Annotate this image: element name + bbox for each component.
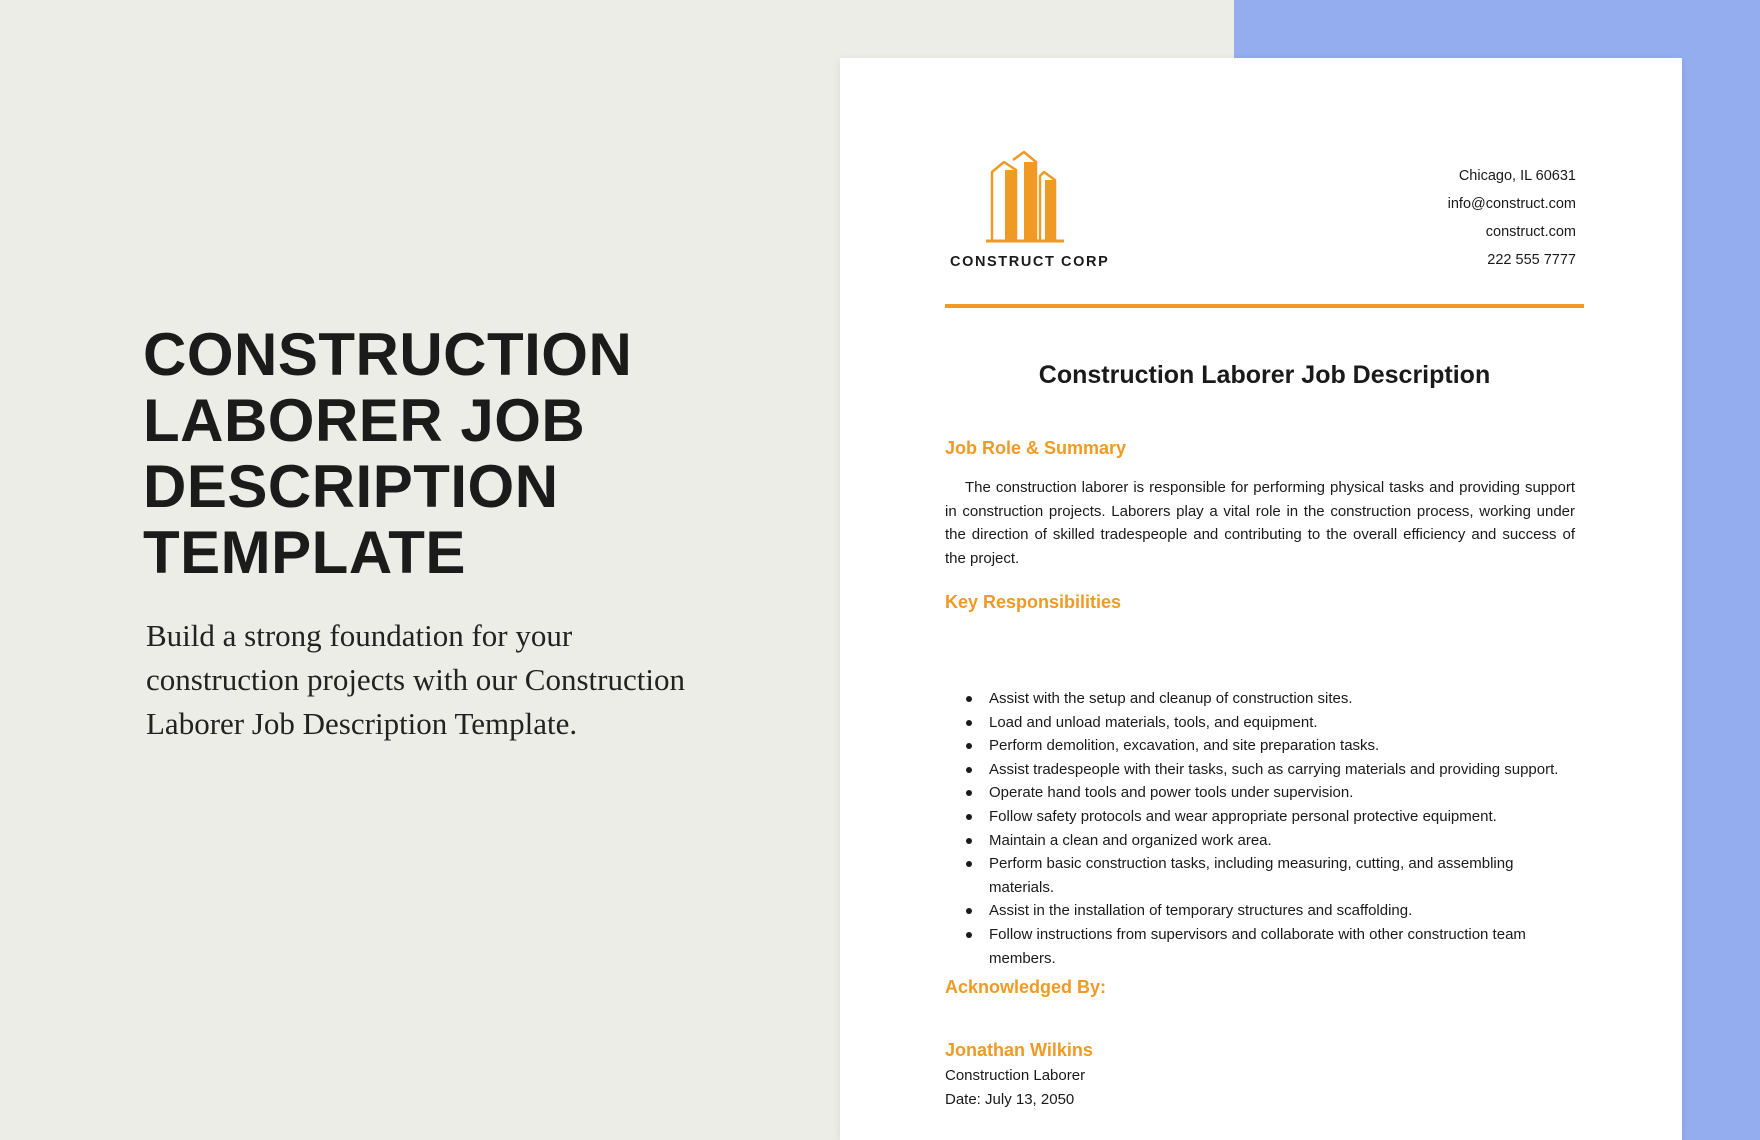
hero-subtitle [146, 614, 685, 746]
signer-name: Jonathan Wilkins [945, 1040, 1093, 1060]
contact-block [1448, 168, 1576, 280]
list-item: Load and unload materials, tools, and equipment. [945, 711, 1575, 735]
hero-title-line: LABORER JOB [143, 387, 586, 454]
list-item: Maintain a clean and organized work area. [945, 829, 1575, 853]
list-item: Operate hand tools and power tools under supervision. [945, 781, 1575, 805]
list-item: Perform demolition, excavation, and site preparation tasks. [945, 734, 1575, 758]
signer-role: Construction Laborer [945, 1067, 1086, 1084]
list-item: Assist in the installation of temporary structures and scaffolding. [945, 899, 1575, 923]
document-page [840, 58, 1682, 1140]
hero-subtitle-line: Build a strong foundation for your [146, 618, 573, 653]
hero-title-line: CONSTRUCTION [143, 321, 633, 388]
hero-subtitle-line: construction projects with our Construction [146, 662, 685, 697]
header-divider [945, 304, 1584, 308]
company-logo [950, 150, 1110, 270]
contact-email: info@construct.com [1447, 196, 1576, 212]
responsibilities-list [945, 687, 1575, 970]
summary-paragraph: The construction laborer is responsible for performing physical tasks and providing support in construction projects. Laborers play a vital role in the construction process, working under the direction of skilled tradespeople and contributing to the overall efficiency and success of the project. [945, 479, 1575, 567]
hero-subtitle-line: Laborer Job Description Template. [146, 706, 578, 741]
responsibilities-heading: Key Responsibilities [945, 592, 1122, 612]
document-title: Construction Laborer Job Description [1038, 361, 1491, 389]
hero-title-line: TEMPLATE [143, 519, 466, 586]
acknowledged-heading: Acknowledged By: [945, 977, 1107, 997]
list-item: Follow instructions from supervisors and collaborate with other construction team members. [945, 923, 1575, 970]
signer-date: Date: July 13, 2050 [945, 1091, 1075, 1108]
hero-title-line: DESCRIPTION [143, 453, 559, 520]
summary-heading: Job Role & Summary [945, 438, 1127, 458]
company-name: CONSTRUCT CORP [950, 254, 1110, 270]
buildings-logo-icon [984, 150, 1074, 244]
list-item: Perform basic construction tasks, including measuring, cutting, and assembling materials. [945, 852, 1575, 899]
list-item: Follow safety protocols and wear appropriate personal protective equipment. [945, 805, 1575, 829]
contact-website: construct.com [1485, 224, 1576, 240]
list-item: Assist tradespeople with their tasks, such as carrying materials and providing support. [945, 758, 1575, 782]
contact-address: Chicago, IL 60631 [1458, 168, 1576, 184]
hero-title [143, 322, 632, 586]
contact-phone: 222 555 7777 [1487, 252, 1576, 268]
list-item: Assist with the setup and cleanup of construction sites. [945, 687, 1575, 711]
